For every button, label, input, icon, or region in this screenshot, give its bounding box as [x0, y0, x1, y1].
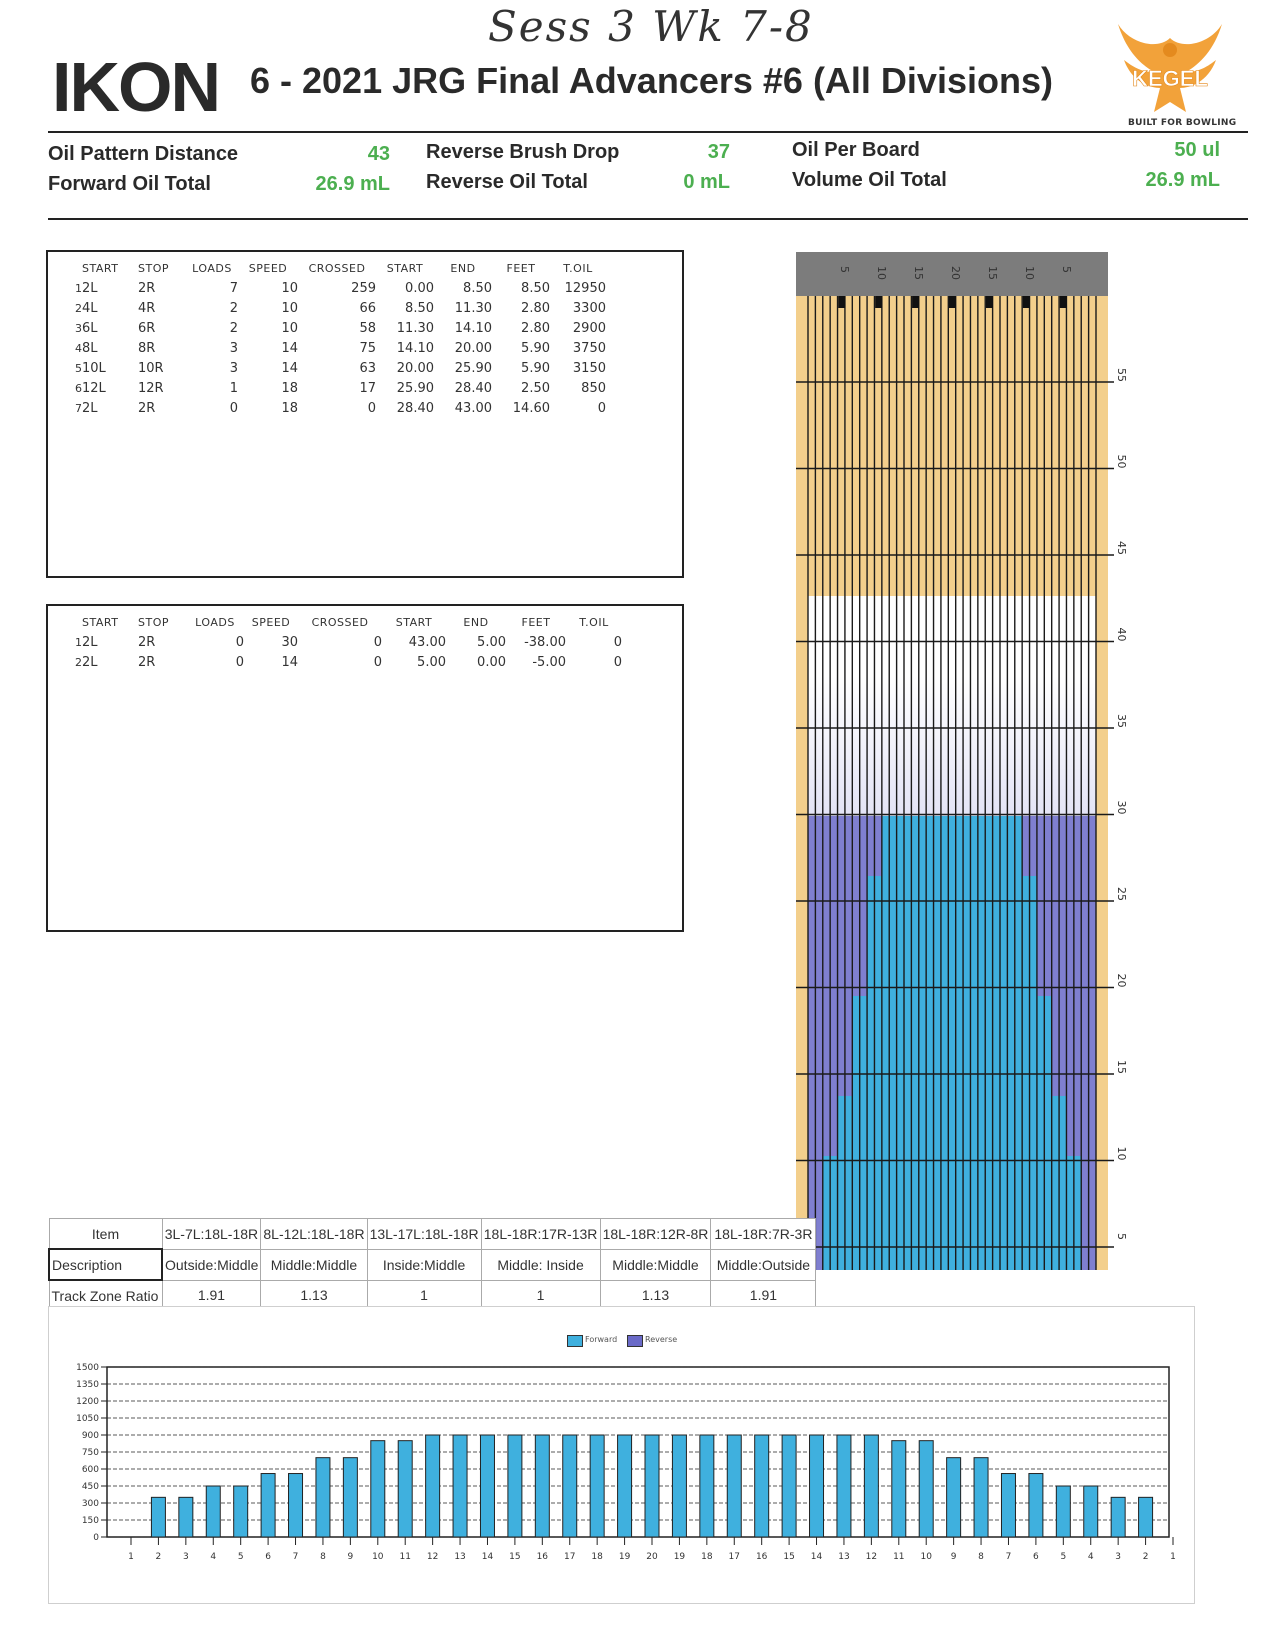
lane-board-label: 20	[949, 266, 962, 280]
forward-table-cell: 14.10	[396, 340, 434, 356]
forward-table-cell: 0.00	[405, 280, 434, 296]
forward-table-cell: 2L	[82, 280, 98, 296]
reverse-table-cell: 0	[373, 634, 382, 650]
chart-y-tick-label: 1350	[76, 1380, 99, 1390]
lane-distance-label: 15	[1115, 1060, 1128, 1074]
lane-arrow-marker	[912, 296, 919, 308]
chart-bar-forward	[1001, 1474, 1015, 1537]
forward-table-cell: 18	[281, 400, 298, 416]
kegel-logo	[1110, 20, 1230, 130]
oil-pattern-distance-value: 43	[367, 143, 390, 165]
forward-oil-total-label: Forward Oil Total	[48, 173, 211, 195]
chart-x-tick-label: 5	[1060, 1552, 1067, 1562]
forward-table-cell: 10L	[82, 360, 106, 376]
oil-per-board-value: 50 ul	[1174, 139, 1220, 161]
chart-y-tick-label: 750	[81, 1448, 99, 1458]
forward-table-cell: 11.30	[454, 300, 492, 316]
lane-distance-label: 40	[1115, 627, 1128, 642]
chart-bar-forward	[426, 1435, 440, 1537]
forward-table-cell: 7	[229, 280, 238, 296]
reverse-pass-table	[60, 612, 622, 672]
oil-volume-chart	[48, 1306, 1195, 1604]
reverse-table-row	[60, 652, 622, 672]
chart-bar-forward	[453, 1435, 467, 1537]
col-start: START	[82, 615, 119, 629]
chart-y-tick-label: 450	[81, 1482, 99, 1492]
lane-distance-label: 30	[1115, 800, 1128, 815]
forward-table-cell: 6L	[82, 320, 98, 336]
chart-y-tick-label: 300	[81, 1499, 99, 1509]
forward-table-cell: 1	[229, 380, 238, 396]
lane-distance-label: 35	[1115, 714, 1128, 728]
lane-arrow-marker	[838, 296, 845, 308]
chart-bar-forward	[782, 1435, 796, 1537]
stats-rule	[48, 218, 1248, 220]
forward-table-cell: 14	[281, 360, 298, 376]
chart-x-tick-label: 20	[646, 1552, 658, 1562]
col-speed: SPEED	[248, 261, 288, 275]
zone-col-header: 18L-18R:7R-3R	[711, 1219, 816, 1250]
chart-x-tick-label: 18	[701, 1552, 713, 1562]
track-zone-description-row	[49, 1249, 816, 1280]
lane-distance-label: 50	[1115, 454, 1128, 469]
reverse-table-cell: 0	[235, 634, 244, 650]
header-rule	[48, 131, 1248, 133]
lane-board-label: 5	[838, 266, 852, 273]
chart-x-tick-label: 9	[950, 1552, 957, 1562]
forward-table-cell: 12R	[138, 380, 164, 396]
reverse-table-cell: -38.00	[524, 634, 566, 650]
forward-table-row	[60, 358, 606, 378]
zone-ratio: 1.13	[261, 1280, 367, 1311]
chart-x-tick-label: 11	[893, 1552, 905, 1562]
chart-bar-forward	[371, 1441, 385, 1537]
lane-arrow-marker	[1060, 296, 1067, 308]
chart-x-tick-label: 4	[210, 1552, 217, 1562]
reverse-table-cell: 0	[235, 654, 244, 670]
chart-x-tick-label: 11	[399, 1552, 411, 1562]
reverse-table-cell: 2R	[138, 654, 156, 670]
forward-table-cell: 6	[75, 381, 82, 395]
forward-table-cell: 5.90	[521, 340, 550, 356]
chart-x-tick-label: 17	[728, 1552, 740, 1562]
track-zone-header-row	[49, 1219, 816, 1250]
chart-bar-forward	[508, 1435, 522, 1537]
chart-x-tick-label: 15	[783, 1552, 795, 1562]
chart-bar-forward	[755, 1435, 769, 1537]
lane-arrow-marker	[986, 296, 993, 308]
zone-col-header: 3L-7L:18L-18R	[162, 1219, 261, 1250]
zone-description: Outside:Middle	[162, 1249, 261, 1280]
forward-table-cell: 3750	[572, 340, 606, 356]
reverse-table-cell: 43.00	[408, 634, 446, 650]
chart-x-tick-label: 6	[1033, 1552, 1039, 1562]
forward-table-cell: 28.40	[454, 380, 492, 396]
col-start-ft: START	[386, 261, 424, 275]
zone-description: Inside:Middle	[367, 1249, 481, 1280]
forward-table-cell: 20.00	[396, 360, 434, 376]
legend-reverse-label: Reverse	[645, 1335, 678, 1344]
forward-table-cell: 0	[597, 400, 606, 416]
zone-ratio: 1.91	[711, 1280, 816, 1311]
chart-x-tick-label: 9	[347, 1552, 354, 1562]
forward-table-cell: 8.50	[405, 300, 434, 316]
chart-bar-forward	[1084, 1486, 1098, 1537]
forward-table-cell: 3300	[572, 300, 606, 316]
reverse-table-cell: 5.00	[417, 654, 446, 670]
forward-table-cell: 12L	[82, 380, 106, 396]
chart-bar-forward	[1029, 1474, 1043, 1537]
chart-x-tick-label: 13	[454, 1552, 466, 1562]
legend-reverse-swatch	[627, 1335, 643, 1347]
forward-table-cell: 4L	[82, 300, 98, 316]
reverse-table-cell: 0	[613, 634, 622, 650]
chart-x-tick-label: 14	[810, 1552, 823, 1562]
chart-bar-forward	[892, 1441, 906, 1537]
chart-x-tick-label: 5	[237, 1552, 244, 1562]
zone-ratio: 1.91	[162, 1280, 261, 1311]
zone-ratio: 1	[481, 1280, 600, 1311]
lane-arrow-marker	[949, 296, 956, 308]
zone-ratio: 1	[367, 1280, 481, 1311]
lane-distance-label: 20	[1115, 973, 1128, 988]
chart-y-tick-label: 0	[93, 1533, 99, 1543]
reverse-table-cell: 0	[613, 654, 622, 670]
chart-bar-forward	[919, 1441, 933, 1537]
reverse-table-row	[60, 632, 622, 652]
chart-bar-forward	[316, 1458, 330, 1537]
forward-table-cell: 66	[359, 300, 376, 316]
forward-table-cell: 28.40	[396, 400, 434, 416]
reverse-table-cell: -5.00	[532, 654, 566, 670]
col-loads: LOADS	[195, 615, 235, 629]
chart-x-tick-label: 2	[1142, 1552, 1149, 1562]
forward-table-cell: 14.60	[512, 400, 550, 416]
reverse-table-header-row	[60, 612, 622, 632]
chart-bar-forward	[618, 1435, 632, 1537]
forward-table-cell: 75	[359, 340, 376, 356]
chart-y-tick-label: 600	[81, 1465, 99, 1475]
forward-table-cell: 17	[359, 380, 376, 396]
forward-table-cell: 2900	[572, 320, 606, 336]
chart-x-tick-label: 8	[320, 1552, 326, 1562]
chart-bar-forward	[590, 1435, 604, 1537]
forward-table-cell: 25.90	[454, 360, 492, 376]
reverse-table-body	[60, 632, 622, 672]
col-feet: FEET	[521, 615, 551, 629]
col-stop: STOP	[138, 615, 169, 629]
item-header: Item	[49, 1219, 162, 1250]
oil-per-board-label: Oil Per Board	[792, 139, 920, 161]
chart-y-tick-label: 1500	[76, 1363, 99, 1373]
chart-bar-forward	[480, 1435, 494, 1537]
reverse-table-cell: 2L	[82, 654, 98, 670]
chart-bar-forward	[343, 1458, 357, 1537]
forward-table-cell: 4R	[138, 300, 156, 316]
chart-x-tick-label: 6	[265, 1552, 271, 1562]
forward-table-cell: 20.00	[454, 340, 492, 356]
chart-bar-forward	[289, 1474, 303, 1537]
col-loads: LOADS	[192, 261, 232, 275]
chart-x-tick-label: 8	[978, 1552, 984, 1562]
forward-table-cell: 3	[229, 360, 238, 376]
forward-table-cell: 12950	[564, 280, 606, 296]
forward-table-cell: 3	[229, 340, 238, 356]
reverse-table-cell: 1	[75, 635, 82, 649]
chart-x-tick-label: 17	[564, 1552, 576, 1562]
forward-table-cell: 14.10	[454, 320, 492, 336]
chart-x-tick-label: 12	[865, 1552, 878, 1562]
forward-table-cell: 10	[281, 280, 298, 296]
col-end: END	[450, 261, 476, 275]
forward-table-cell: 8L	[82, 340, 98, 356]
lane-distance-label: 45	[1115, 541, 1128, 555]
col-start-ft: START	[395, 615, 433, 629]
reverse-table-cell: 14	[281, 654, 298, 670]
forward-table-cell: 6R	[138, 320, 156, 336]
chart-bar-forward	[151, 1497, 165, 1537]
chart-bar-forward	[645, 1435, 659, 1537]
forward-table-cell: 10	[281, 320, 298, 336]
chart-x-tick-label: 2	[155, 1552, 162, 1562]
lane-distance-label: 55	[1115, 368, 1128, 382]
chart-bar-forward	[206, 1486, 220, 1537]
lane-distance-label: 5	[1115, 1233, 1128, 1240]
forward-table-cell: 11.30	[396, 320, 434, 336]
chart-y-tick-label: 150	[81, 1516, 99, 1526]
reverse-table-cell: 5.00	[477, 634, 506, 650]
forward-table-cell: 0	[229, 400, 238, 416]
kegel-tagline: BUILT FOR BOWLING	[1128, 118, 1237, 128]
lane-board-label: 10	[1022, 266, 1036, 280]
reverse-brush-drop-label: Reverse Brush Drop	[426, 141, 620, 163]
chart-y-tick-label: 1200	[76, 1397, 99, 1407]
forward-table-cell: 4	[75, 341, 82, 355]
forward-pass-table	[60, 258, 606, 418]
col-toil: T.OIL	[579, 615, 609, 629]
forward-table-cell: 2	[229, 320, 238, 336]
reverse-pass-table-box	[46, 604, 684, 932]
chart-x-tick-label: 7	[1005, 1552, 1012, 1562]
forward-table-header-row	[60, 258, 606, 278]
handwritten-note: Sess 3 Wk 7-8	[488, 2, 814, 51]
forward-table-cell: 2L	[82, 400, 98, 416]
chart-bar-forward	[700, 1435, 714, 1537]
forward-table-cell: 58	[359, 320, 376, 336]
description-label: Description	[49, 1249, 162, 1280]
col-end: END	[463, 615, 489, 629]
forward-table-cell: 2.50	[521, 380, 550, 396]
lane-arrow-marker	[875, 296, 882, 308]
chart-bar-forward	[672, 1435, 686, 1537]
volume-oil-total-label: Volume Oil Total	[792, 169, 947, 191]
chart-x-tick-label: 12	[426, 1552, 439, 1562]
forward-table-cell: 10	[281, 300, 298, 316]
forward-table-row	[60, 318, 606, 338]
forward-table-cell: 2R	[138, 400, 156, 416]
col-stop: STOP	[138, 261, 169, 275]
chart-x-tick-label: 18	[591, 1552, 603, 1562]
chart-bar-forward	[563, 1435, 577, 1537]
forward-table-cell: 5	[75, 361, 82, 375]
forward-table-cell: 63	[359, 360, 376, 376]
zone-description: Middle: Inside	[481, 1249, 600, 1280]
chart-bar-forward	[1056, 1486, 1070, 1537]
track-zone-table	[48, 1218, 816, 1311]
reverse-oil-total-label: Reverse Oil Total	[426, 171, 588, 193]
col-start: START	[82, 261, 119, 275]
chart-y-tick-label: 1050	[76, 1414, 99, 1424]
forward-table-cell: 1	[75, 281, 82, 295]
forward-table-cell: 14	[281, 340, 298, 356]
chart-bar-forward	[727, 1435, 741, 1537]
reverse-table-cell: 0.00	[477, 654, 506, 670]
page-title: 6 - 2021 JRG Final Advancers #6 (All Divisions)	[250, 60, 1053, 101]
chart-x-tick-label: 10	[920, 1552, 932, 1562]
forward-table-cell: 2.80	[521, 300, 550, 316]
forward-table-cell: 7	[75, 401, 82, 415]
chart-x-tick-label: 16	[755, 1552, 768, 1562]
lane-board-label: 15	[985, 266, 999, 280]
chart-x-tick-label: 19	[673, 1552, 686, 1562]
legend-forward-swatch	[567, 1335, 583, 1347]
forward-table-cell: 10R	[138, 360, 164, 376]
col-crossed: CROSSED	[308, 261, 366, 275]
chart-bar-forward	[810, 1435, 824, 1537]
zone-col-header: 13L-17L:18L-18R	[367, 1219, 481, 1250]
chart-x-tick-label: 1	[128, 1552, 134, 1562]
chart-bar-forward	[864, 1435, 878, 1537]
chart-bar-forward	[947, 1458, 961, 1537]
forward-table-cell: 259	[351, 280, 376, 296]
chart-x-tick-label: 3	[182, 1552, 189, 1562]
lane-board-label: 10	[875, 266, 889, 280]
zone-col-header: 8L-12L:18L-18R	[261, 1219, 367, 1250]
chart-x-tick-label: 19	[618, 1552, 631, 1562]
chart-bar-forward	[974, 1458, 988, 1537]
forward-oil-total-value: 26.9 mL	[315, 173, 390, 195]
kegel-logo-text: KEGEL	[1132, 66, 1208, 91]
chart-x-tick-label: 7	[292, 1552, 299, 1562]
forward-table-cell: 18	[281, 380, 298, 396]
forward-table-row	[60, 298, 606, 318]
forward-table-cell: 2	[75, 301, 82, 315]
reverse-table-cell: 0	[373, 654, 382, 670]
reverse-table-cell: 2R	[138, 634, 156, 650]
chart-y-tick-label: 900	[81, 1431, 99, 1441]
chart-bar-forward	[234, 1486, 248, 1537]
forward-table-cell: 2.80	[521, 320, 550, 336]
forward-pass-table-box	[46, 250, 684, 578]
col-speed: SPEED	[251, 615, 291, 629]
forward-table-cell: 43.00	[454, 400, 492, 416]
forward-table-cell: 8R	[138, 340, 156, 356]
reverse-table-cell: 2	[75, 655, 82, 669]
chart-bar-forward	[535, 1435, 549, 1537]
chart-x-tick-label: 13	[838, 1552, 850, 1562]
chart-bar-forward	[179, 1497, 193, 1537]
chart-x-tick-label: 1	[1170, 1552, 1176, 1562]
forward-table-cell: 5.90	[521, 360, 550, 376]
chart-bar-forward	[1139, 1497, 1153, 1537]
forward-table-row	[60, 278, 606, 298]
bar-chart-plot	[59, 1357, 1179, 1593]
lane-distance-label: 10	[1115, 1146, 1128, 1161]
chart-bar-forward	[398, 1441, 412, 1537]
forward-table-cell: 25.90	[396, 380, 434, 396]
forward-table-cell: 3150	[572, 360, 606, 376]
reverse-table-cell: 30	[281, 634, 298, 650]
reverse-brush-drop-value: 37	[707, 141, 730, 163]
ikon-logo: IKON	[52, 48, 219, 126]
zone-ratio: 1.13	[600, 1280, 711, 1311]
zone-description: Middle:Middle	[600, 1249, 711, 1280]
chart-x-tick-label: 3	[1115, 1552, 1122, 1562]
forward-table-cell: 850	[581, 380, 606, 396]
forward-table-cell: 0	[367, 400, 376, 416]
forward-table-body	[60, 278, 606, 418]
reverse-oil-total-value: 0 mL	[683, 171, 730, 193]
chart-x-tick-label: 16	[536, 1552, 549, 1562]
forward-table-cell: 8.50	[521, 280, 550, 296]
lane-board-label: 5	[1059, 266, 1073, 273]
chart-x-tick-label: 4	[1087, 1552, 1094, 1562]
chart-bar-forward	[261, 1474, 275, 1537]
forward-table-cell: 2R	[138, 280, 156, 296]
forward-table-cell: 2	[229, 300, 238, 316]
forward-table-row	[60, 378, 606, 398]
chart-bar-forward	[1111, 1497, 1125, 1537]
chart-x-tick-label: 14	[481, 1552, 494, 1562]
col-toil: T.OIL	[563, 261, 593, 275]
legend-forward-label: Forward	[585, 1335, 618, 1344]
lane-arrow-marker	[1023, 296, 1030, 308]
chart-x-tick-label: 15	[509, 1552, 521, 1562]
lane-oil-graphic	[796, 252, 1136, 1314]
lane-board-label: 15	[912, 266, 926, 280]
chart-x-tick-label: 10	[372, 1552, 384, 1562]
forward-table-row	[60, 398, 606, 418]
forward-table-cell: 3	[75, 321, 82, 335]
col-feet: FEET	[506, 261, 536, 275]
col-crossed: CROSSED	[311, 615, 369, 629]
oil-pattern-distance-label: Oil Pattern Distance	[48, 143, 239, 165]
zone-description: Middle:Outside	[711, 1249, 816, 1280]
ratio-label: Track Zone Ratio	[49, 1280, 162, 1311]
chart-bar-forward	[837, 1435, 851, 1537]
lane-forward-oil-step	[882, 816, 1022, 1270]
lane-distance-label: 25	[1115, 887, 1128, 901]
reverse-table-cell: 2L	[82, 634, 98, 650]
zone-col-header: 18L-18R:17R-13R	[481, 1219, 600, 1250]
forward-table-cell: 8.50	[463, 280, 492, 296]
forward-table-row	[60, 338, 606, 358]
volume-oil-total-value: 26.9 mL	[1145, 169, 1220, 191]
zone-description: Middle:Middle	[261, 1249, 367, 1280]
zone-col-header: 18L-18R:12R-8R	[600, 1219, 711, 1250]
